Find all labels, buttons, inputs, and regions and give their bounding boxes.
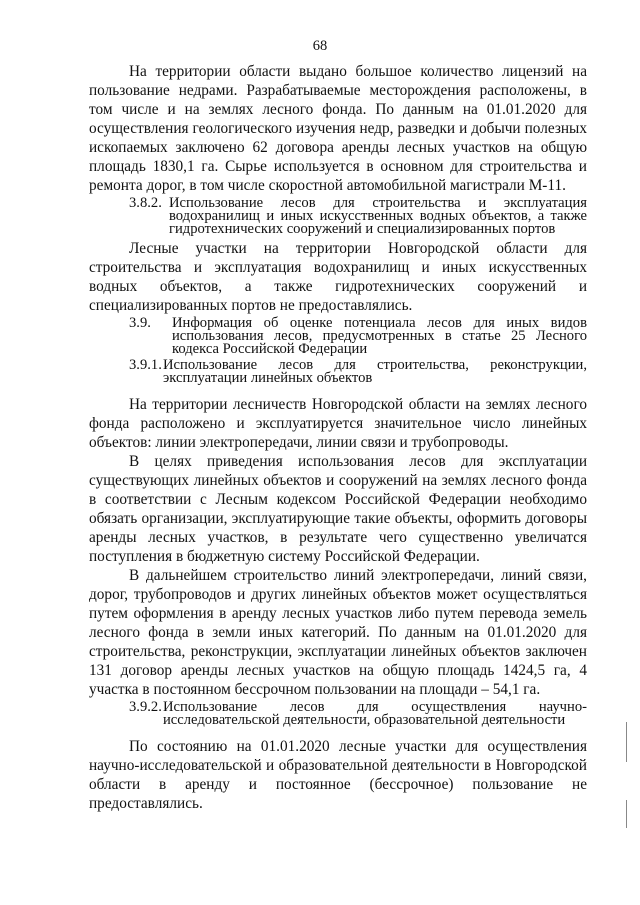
section-number: 3.8.2.	[129, 195, 162, 211]
section-title: Использование лесов для строительства и эксплуатация водохранилищ и иных искусственных водных объектов, а также гидротехнических сооружений и специализированных портов	[169, 195, 587, 237]
section-heading-3-9-2	[89, 701, 587, 727]
paragraph-water-objects: Лесные участки на территории Новгородской области для строительства и эксплуатация водохранилищ и иных искусственных водных объектов, а также гидротехнических сооружений и специализированных портов не предоставлялись.	[89, 240, 587, 314]
paragraph-research-education: По состоянию на 01.01.2020 лесные участки для осуществления научно-исследовательской и образовательной деятельности в Новгородской области в аренду и постоянное (бессрочное) пользование не предоставлялись.	[89, 738, 587, 812]
section-number: 3.9.	[129, 315, 151, 331]
paragraph-mineral-licenses: На территории области выдано большое количество лицензий на пользование недрами. Разрабатываемые месторождения расположены, в том числе и на землях лесного фонда. По данным на 01.01.2020 для осуществления геологического изучения недр, разведки и добычи полезных ископаемых заключено 62 договора аренды лесных участков на общую площадь 1830,1 га. Сырье используется в основном для строительства и ремонта дорог, в том числе скоростной автомобильной магистрали М-11.	[89, 63, 587, 194]
paragraph-lease-contracts: В целях приведения использования лесов для эксплуатации существующих линейных объектов и сооружений на землях лесного фонда в соответствии с Лесным кодексом Российской Федерации необходимо обязать организации, эксплуатирующие такие объекты, оформить договоры аренды лесных участков, в результате чего существенно увеличатся поступления в бюджетную систему Российской Федерации.	[89, 453, 587, 565]
page-number: 68	[312, 38, 328, 54]
scan-edge-mark	[626, 800, 627, 828]
paragraph-linear-objects: На территории лесничеств Новгородской области на землях лесного фонда расположено и эксплуатируется значительное число линейных объектов: линии электропередачи, линии связи и трубопроводы.	[89, 396, 587, 451]
scan-edge-mark	[626, 722, 627, 762]
section-heading-3-9-1	[89, 359, 587, 385]
paragraph-future-construction: В дальнейшем строительство линий электропередачи, линий связи, дорог, трубопроводов и других линейных объектов может осуществляться путем оформления в аренду лесных участков либо путем перевода земель лесного фонда в земли иных категорий. По данным на 01.01.2020 для строительства, реконструкции, эксплуатации линейных объектов заключен 131 договор аренды лесных участков на общую площадь 1424,5 га, 4 участка в постоянном бессрочном пользовании на площади – 54,1 га.	[89, 567, 587, 698]
section-heading-3-8-2	[89, 197, 587, 236]
section-number: 3.9.2.	[129, 699, 162, 715]
section-heading-3-9	[89, 317, 587, 356]
section-number: 3.9.1.	[129, 357, 162, 373]
section-title: Использование лесов для осуществления научно-исследовательской деятельности, образовательной деятельности	[163, 699, 587, 728]
document-body	[89, 62, 587, 813]
section-title: Использование лесов для строительства, реконструкции, эксплуатации линейных объектов	[163, 357, 587, 386]
section-title: Информация об оценке потенциала лесов для иных видов использования лесов, предусмотренных в статье 25 Лесного кодекса Российской Федерации	[172, 315, 587, 357]
